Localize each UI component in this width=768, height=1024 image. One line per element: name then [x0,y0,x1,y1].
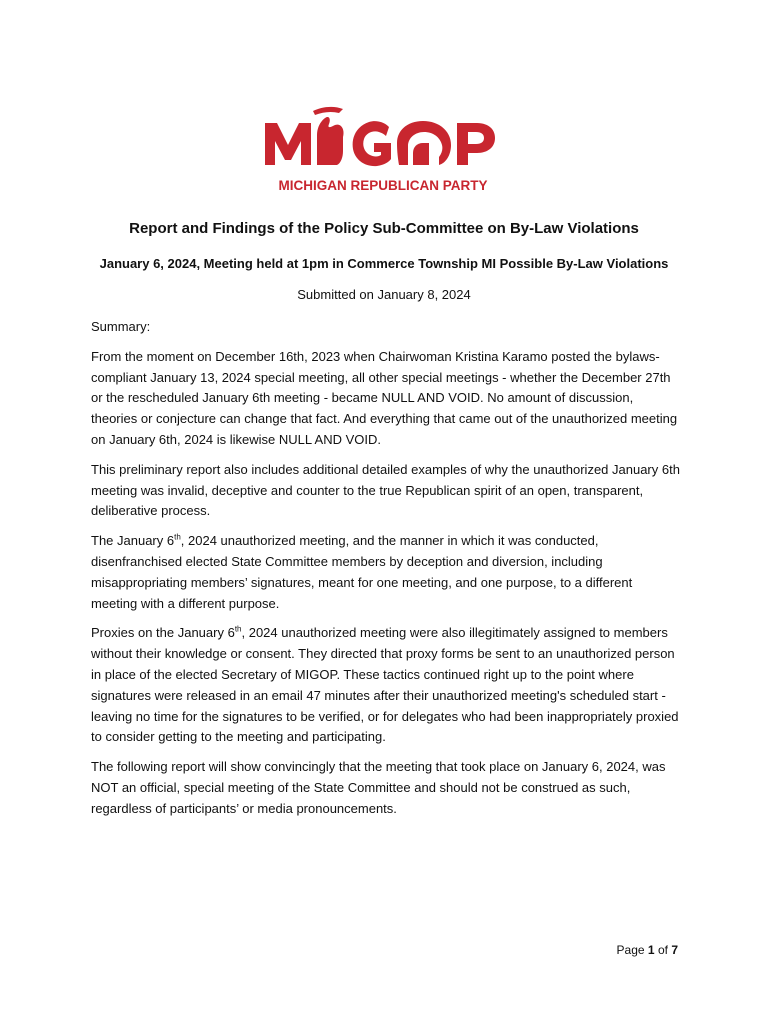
of-label: of [657,943,668,957]
paragraph-4-superscript: th [234,625,242,635]
paragraph-3-start: The January 6 [91,533,175,549]
paragraph-3-superscript: th [174,532,181,542]
report-body [91,317,681,829]
paragraph-5: The following report will show convincingly that the meeting that took place on January 6, 2024, was NOT an official, special meeting of the State Committee and should not be construed as such, regardless of participants’ or media pronouncements. [91,759,666,816]
paragraph-4 [91,623,681,748]
page-number [617,943,678,957]
summary-label: Summary: [91,319,151,334]
page-label: Page [616,943,645,957]
paragraph-3-rest: , 2024 unauthorized meeting, and the manner in which it was conducted, disenfranchised elected State Committee members by deception and diversion, including misappropriating members’ signatures, meant for one meeting, and one purpose, to a different meeting with a different purpose. [91,533,633,611]
report-subtitle: January 6, 2024, Meeting held at 1pm in Commerce Township MI Possible By-Law Violations [99,256,669,271]
paragraph-2: This preliminary report also includes additional detailed examples of why the unauthorized January 6th meeting was invalid, deceptive and counter to the true Republican spirit of an open, transparent, deliberative process. [91,461,680,519]
report-title: Report and Findings of the Policy Sub-Committee on By-Law Violations [129,220,639,237]
migop-logo-graphic [243,97,523,207]
logo-tagline: MICHIGAN REPUBLICAN PARTY [278,178,488,193]
paragraph-4-start: Proxies on the January 6 [91,625,235,641]
submitted-date: Submitted on January 8, 2024 [297,287,471,302]
current-page: 1 [647,943,655,957]
paragraph-3 [91,531,681,614]
paragraph-4-rest: , 2024 unauthorized meeting were also illegitimately assigned to members without their knowledge or consent. They directed that proxy forms be sent to an unauthorized person in place of the elected Secretary of MIGOP. These tactics continued right up to the point where signatures were released in an email 47 minutes after their unauthorized meeting's scheduled start - leaving no time for the signatures to be verified, or for delegates who had been inappropriately proxied to consider getting to the meeting and participating. [91,625,679,745]
migop-logo [243,97,523,207]
total-pages: 7 [671,943,678,957]
paragraph-1: From the moment on December 16th, 2023 when Chairwoman Kristina Karamo posted the bylaws-compliant January 13, 2024 special meeting, all other special meetings - whether the December 27th or the rescheduled January 6th meeting - became NULL AND VOID. No amount of discussion, theories or conjecture can change that fact. And everything that came out of the unauthorized meeting on January 6th, 2024 is likewise NULL AND VOID. [91,348,678,447]
